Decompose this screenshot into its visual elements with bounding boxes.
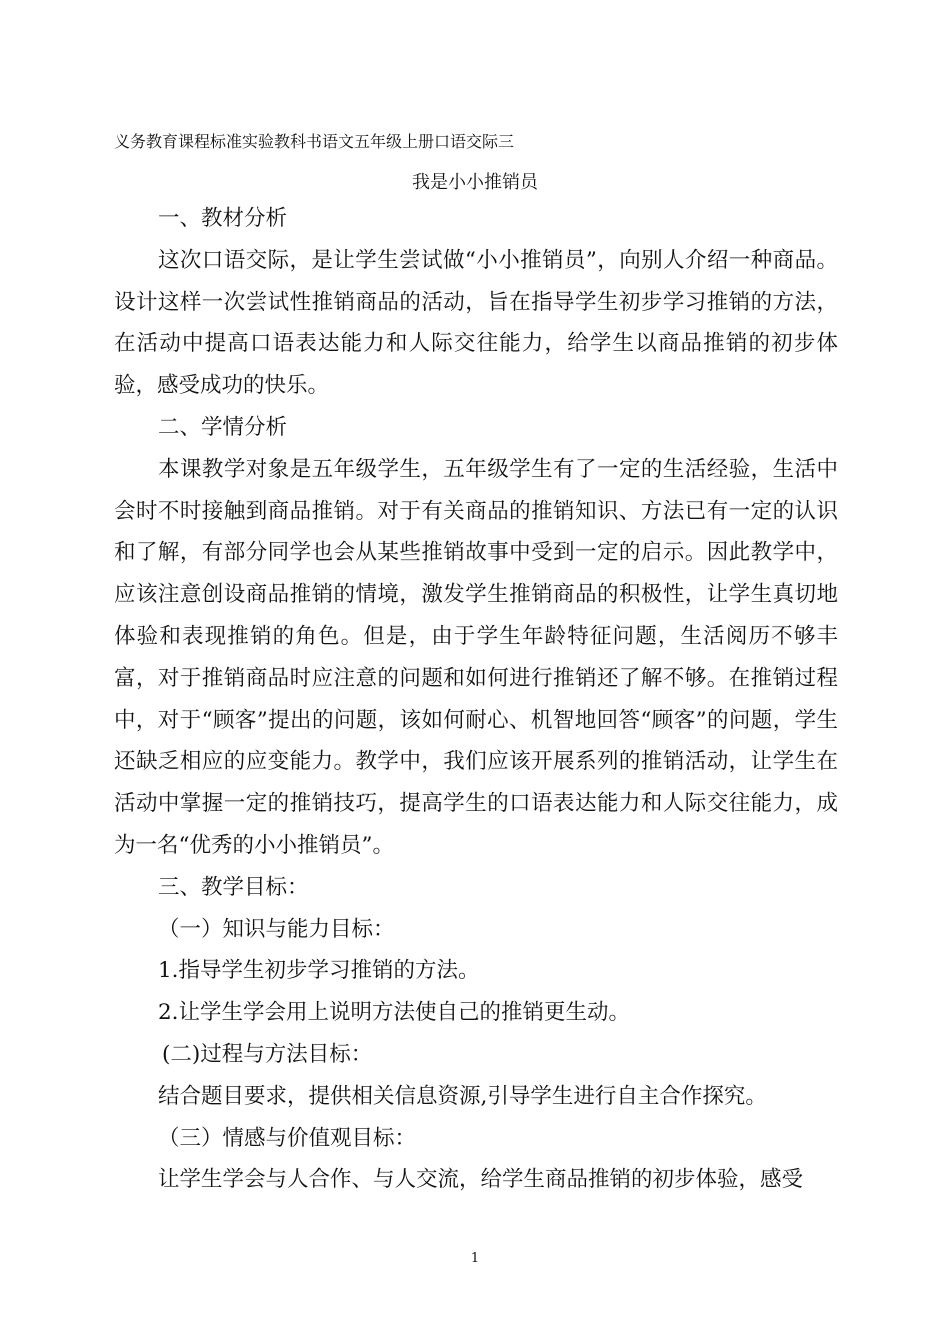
document-header: 义务教育课程标准实验教科书语文五年级上册口语交际三 bbox=[114, 132, 515, 151]
paragraph-textbook-analysis: 这次口语交际，是让学生尝试做“小小推销员”，向别人介绍一种商品。设计这样一次尝试性推销商品的活动，旨在指导学生初步学习推销的方法，在活动中提高口语表达能力和人际交往能力，给学生以商品推销的初步体验，感受成功的快乐。 bbox=[114, 247, 838, 399]
section-heading-textbook-analysis: 一、教材分析 bbox=[158, 206, 288, 231]
page-number: 1 bbox=[470, 1251, 480, 1266]
section-heading-student-analysis: 二、学情分析 bbox=[158, 414, 288, 440]
document-body bbox=[114, 198, 838, 1201]
document-title: 我是小小推销员 bbox=[412, 172, 538, 193]
goal-item-2: 2.让学生学会用上说明方法使自己的推销更生动。 bbox=[158, 1000, 631, 1026]
section-heading-teaching-goals: 三、教学目标： bbox=[158, 874, 309, 900]
goal-heading-emotion-values: （三）情感与价值观目标： bbox=[158, 1125, 417, 1151]
paragraph-process-method: 结合题目要求，提供相关信息资源,引导学生进行自主合作探究。 bbox=[158, 1083, 767, 1109]
paragraph-student-analysis: 本课教学对象是五年级学生，五年级学生有了一定的生活经验，生活中会时不时接触到商品推销。对于有关商品的推销知识、方法已有一定的认识和了解，有部分同学也会从某些推销故事中受到一定的启示。因此教学中，应该注意创设商品推销的情境，激发学生推销商品的积极性，让学生真切地体验和表现推销的角色。但是，由于学生年龄特征问题，生活阅历不够丰富，对于推销商品时应注意的问题和如何进行推销还了解不够。在推销过程中，对于“顾客”提出的问题，该如何耐心、机智地回答“顾客”的问题，学生还缺乏相应的应变能力。教学中，我们应该开展系列的推销活动，让学生在活动中掌握一定的推销技巧，提高学生的口语表达能力和人际交往能力，成为一名“优秀的小小推销员”。 bbox=[114, 456, 838, 858]
goal-item-1: 1.指导学生初步学习推销的方法。 bbox=[158, 958, 480, 984]
goal-heading-knowledge-ability: （一）知识与能力目标： bbox=[158, 916, 395, 942]
paragraph-emotion-values: 让学生学会与人合作、与人交流，给学生商品推销的初步体验，感受 bbox=[158, 1167, 804, 1193]
goal-heading-process-method: (二)过程与方法目标： bbox=[162, 1041, 373, 1067]
